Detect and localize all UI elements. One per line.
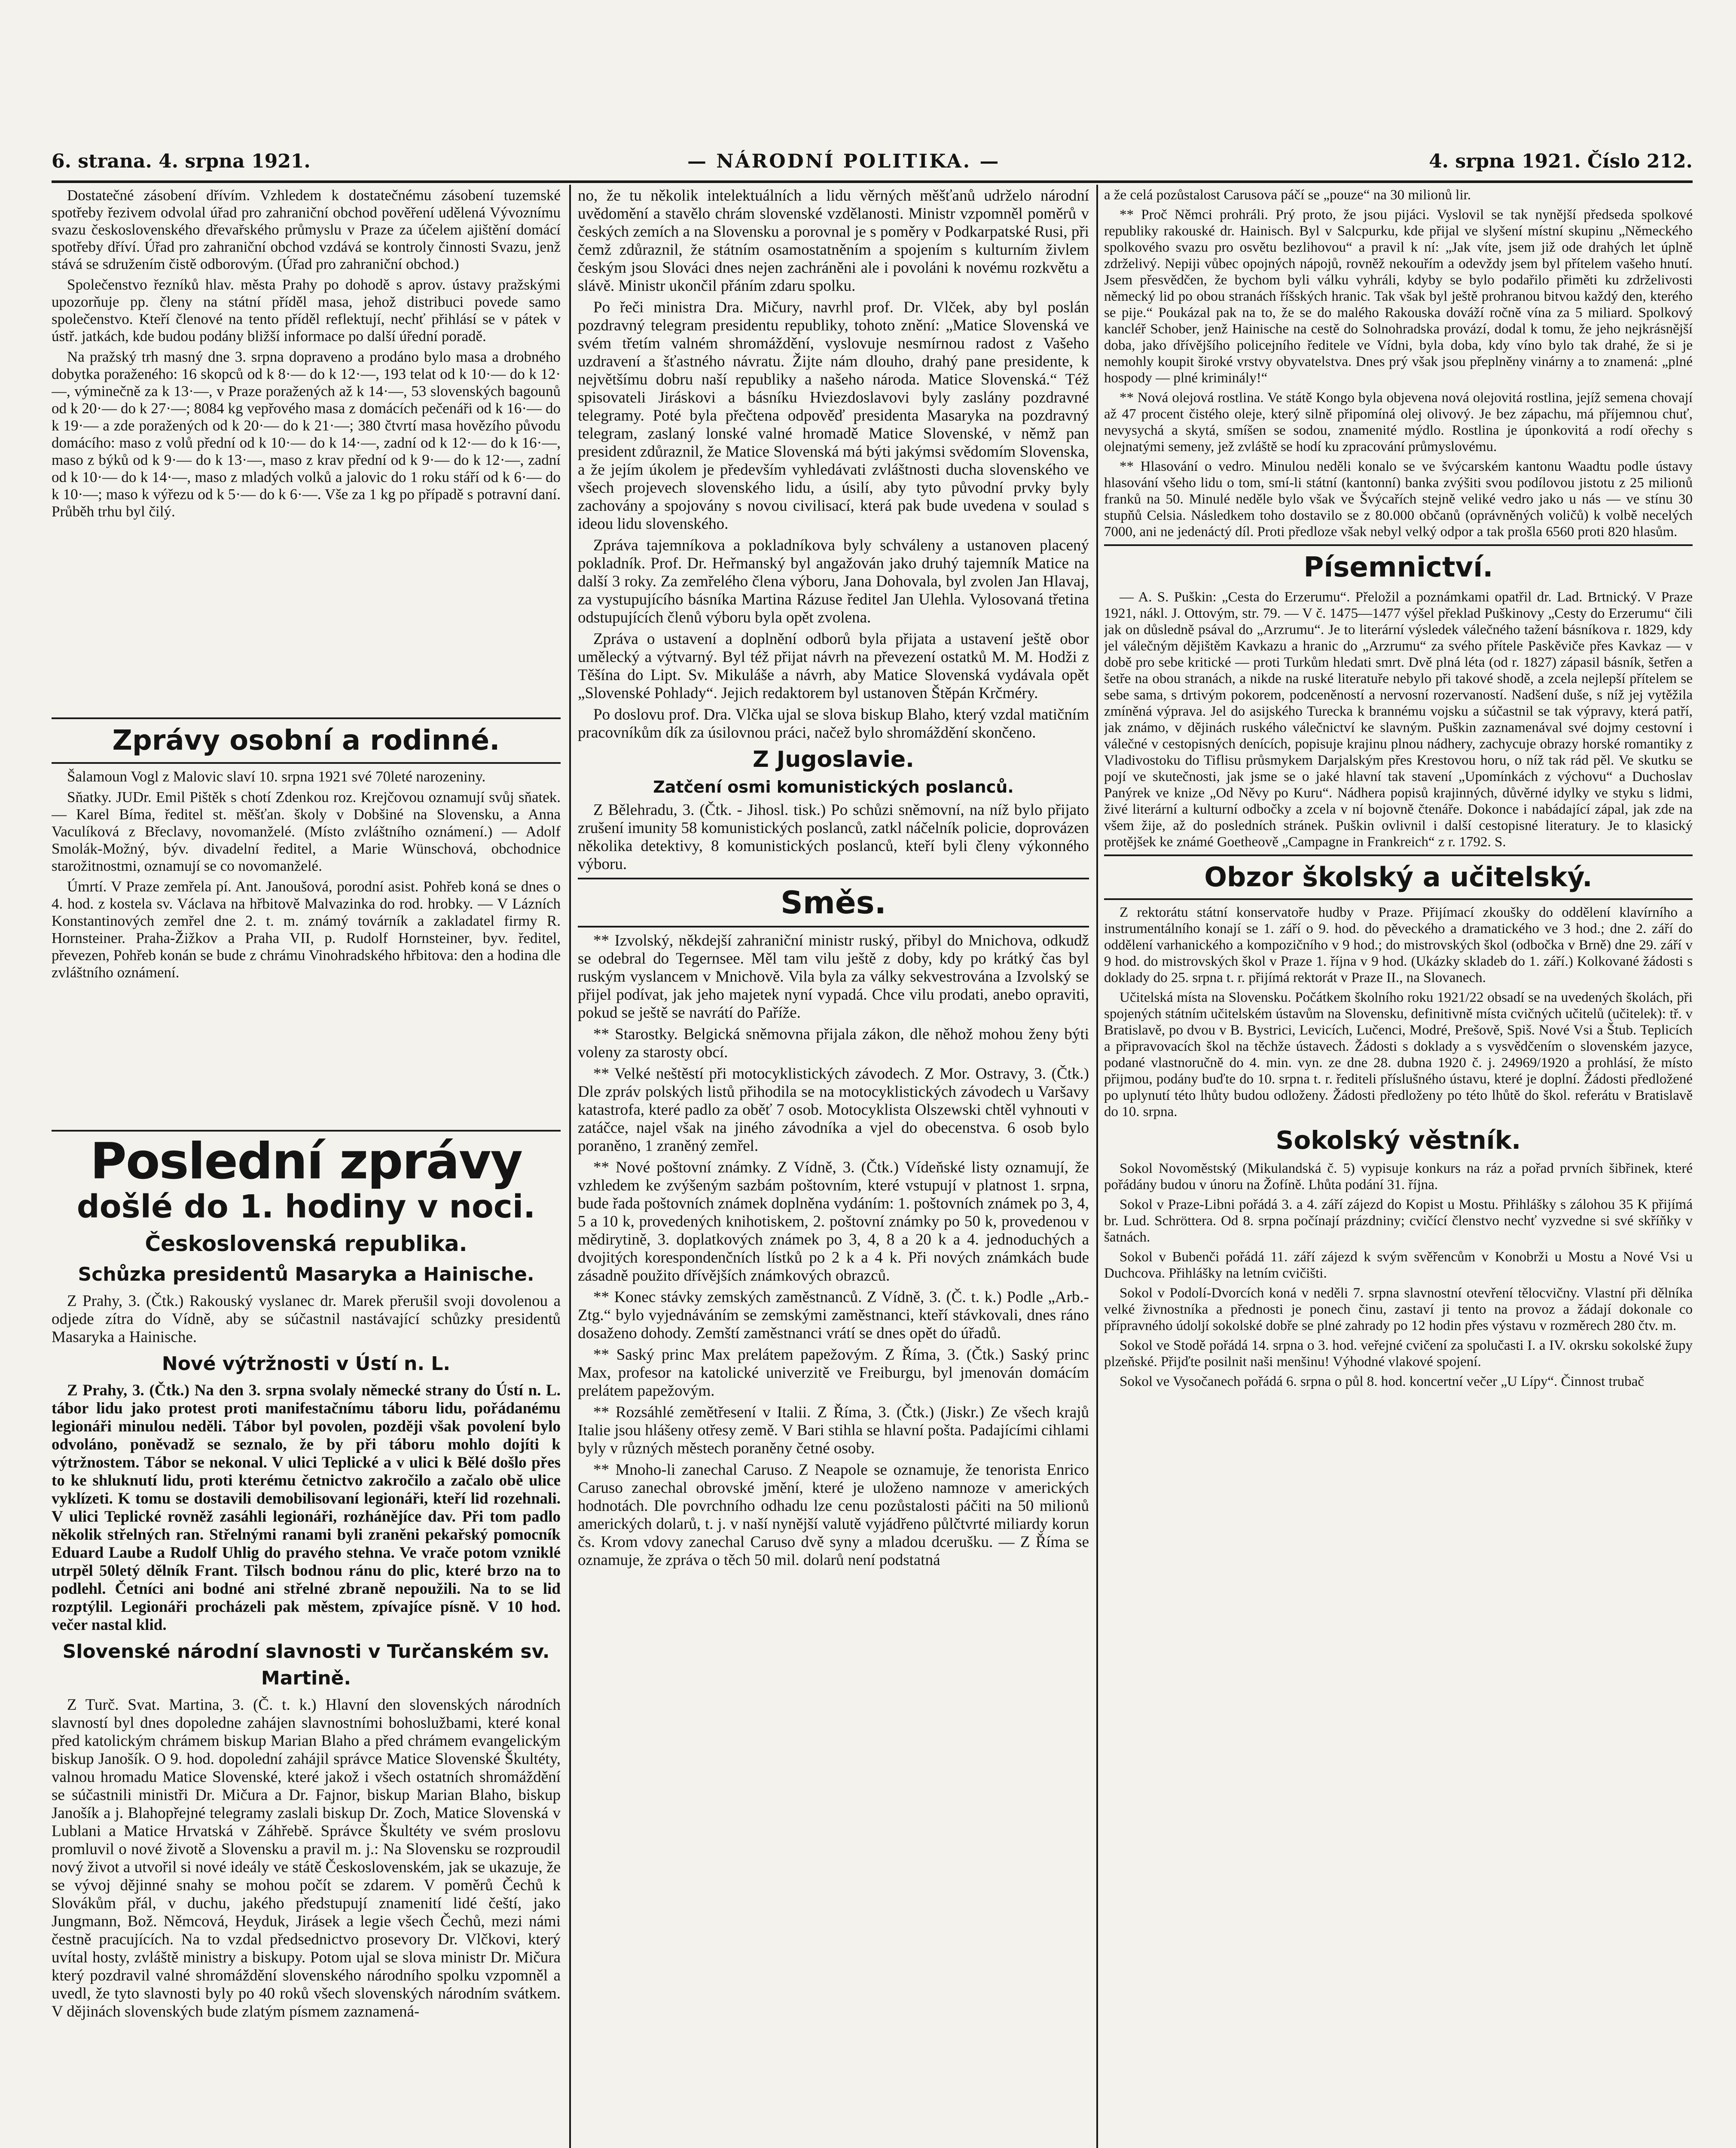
paragraph: Dostatečné zásobení dřívím. Vzhledem k dostatečnému zásobení tuzemské spotřeby řezivem odvolal úřad pro zahraniční obchod pověření udělená Vývoznímu svazu československého dřevařského průmyslu v Praze za účelem ajištění domácí spotřeby dříví. Úřad pro zahraniční obchod vzdává se kontroly činnosti Svazu, jenž stává se sdružením čistě odborovým. (Úřad pro zahraniční obchod.) xyxy=(52,187,561,272)
paragraph: Zpráva tajemníkova a pokladníkova byly schváleny a ustanoven placený pokladník. Prof. Dr. Heřmanský byl angažován jako druhý tajemník Matice na další 3 roky. Za zemřelého člena výboru, Jana Dohovala, byl zvolen Jan Hlavaj, za vystupujícího básníka Martina Rázuse ředitel Jan Ulehla. Vylosovaná třetina odstupujících členů výboru byla opět zvolena. xyxy=(578,537,1089,626)
section-title-miscellany: Směs. xyxy=(781,885,886,921)
paragraph: Úmrtí. V Praze zemřela pí. Ant. Janoušová, porodní asist. Pohřeb koná se dnes o 4. hod. z kostela sv. Václava na hřbitově Malvazinka do rod. hrobky. — V Lázních Konstantinových zemřel dne 2. t. m. známý továrník a zakladatel firmy R. Hornsteiner. Praha-Žižkov a Praha VII, p. Rudolf Hornsteiner, byv. ředitel, převezen, Pohřeb konán se bude z chrámu Vinohradského hřbitova: den a hodina dle zvláštního oznámení. xyxy=(52,878,561,981)
paragraph: Na pražský trh masný dne 3. srpna dopraveno a prodáno bylo masa a drobného dobytka poraženého: 16 skopců od k 8·— do k 12·—, 193 telat od k 10·— do k 12·—, výminečně za k 13·—, v Praze poražených až k 14·—, 53 slovenských bagounů od k 20·— do k 27·—; 8084 kg vepřového masa z domácích pečenáři od k 16·— do k 19·— a zde poražených od k 20·— do k 21·—; 380 čtvrtí masa hovězího původu domácího: maso z volů přední od k 10·— do k 14·—, zadní od k 12·— do k 16·—, maso z býků od k 9·— do k 13·—, maso z krav přední od k 9·— do k 12·—, zadní od k 10·— do k 14·—, maso z mladých volků a jalovic do 1 roku stáří od k 6·— do k 10·—; maso k výřezu od k 5·— do k 6·—. Vše za 1 kg po případě s potravní daní. Průběh trhu byl čilý. xyxy=(52,348,561,520)
paragraph: Po doslovu prof. Dra. Vlčka ujal se slova biskup Blaho, který vzdal matičním pracovníkům dík za úsilovnou práci, načež bylo shromáždění skončeno. xyxy=(578,706,1089,741)
article-title-usti: Nové výtržnosti v Ústí n. L. xyxy=(162,1353,451,1375)
section-rule xyxy=(52,717,561,719)
header-date-left: 6. strana. 4. srpna 1921. xyxy=(52,150,311,172)
paragraph: ** Proč Němci prohráli. Prý proto, že jsou pijáci. Vyslovil se tak nynější předseda spolkové republiky rakouské dr. Hainisch. Byl v Salcpurku, kde přijal ve slyšení místní skupinu „Německého spolkového svazu pro osvětu bezlihovou“ a pravil k ní: „Jak víte, jsem již ode drahých let úplně zdrželivý. Nepiji vůbec opojných nápojů, rovněž nekouřím a odevždy jsem byl přítelem vašeho hnutí. Jsem přesvědčen, že bychom byli válku vyhráli, kdyby se bylo podařilo přiměti ku zdrželivosti německý lid po obou stranách říšských hranic. Tak však byl ještě prohranou bitvou každý den, kterého se pije.“ Poukázal pak na to, že se do malého Rakouska dováží ročně vína za 5 miliard. Spolkový kancléř Schober, jenž Hainische na cestě do Solnohradska provází, dodal k tomu, že jeho nejkrásnější doba, jako dřívějšího policejního ředitele ve Vídni, byla doba, kdy víno bylo tak drahé, že si je nemohly koupit široké vrstvy obyvatelstva. Dnes prý však jsou přeplněny vinárny a to znamená: „plné hospody — plné kriminály!“ xyxy=(1104,207,1693,386)
header-rule xyxy=(52,180,1693,183)
column-1-personal-news xyxy=(52,713,561,1121)
paragraph: — A. S. Puškin: „Cesta do Erzerumu“. Přeložil a poznámkami opatřil dr. Lad. Brtnický. V Praze 1921, nákl. J. Ottovým, str. 79. — V č. 1475—1477 výšel překlad Puškinovy „Cesty do Erzerumu“ čili jak on důsledně psával do „Arzrumu“. Je to literární výsledek válečného tažení básníkova r. 1829, kdy jel válečným dějištěm Kavkazu a hranic do „Arzrumu“ za svého přítele Paskěviče přes Kavkaz — v době pro sebe kritické — proti Turkům hledati smrt. Dvě plná léta (od r. 1827) zápasil básník, šetřen a šetře na obou stranách, a nikde na ruské literatuře nebylo při takové shodě, a zcela nejlepší přítelem se sebe sama, s drtivým pokorem, podceněností a nervosní rozervaností. Nadšení duše, s níž jej vytěžila zmíněná výprava. Jel do asijského Turecka k brannému vojsku a súčastnil se tak výpravy, která patří, jak známo, v dějinách ruského válečnictví ke slavným. Puškin zaznamenával své dojmy cestovní i válečné v cestopisných denících, popisuje krajinu plnou nádhery, zachycuje obrazy horské romantiky z Vladivostoku do Tiflisu průsmykem Darjalským přes Krestovou horu, o níž tak rád pěl. Ve skutku se pojí ve skutečnosti, jak jsme se o jaké hlavní tak stavení „Upomínkách z výchovu“ a Duchoslav Panýrek ve knize „Od Něvy po Kuru“. Nádhera popisů krajinných, důvěrné idylky ve styku s lidmi, živé literární a kulturní odbočky a zcela v ní bojovně čtenáře. Dokonce i nabádající zápal, jak zde na všem žije, až do posledních stránek. Puškin ovlivnil i další cestopisné literatury. Je to klasický protějšek ke známé Goetheově „Campagne in Frankreich“ z r. 1792. S. xyxy=(1104,589,1693,850)
paragraph: Z Turč. Svat. Martina, 3. (Č. t. k.) Hlavní den slovenských národních slavností byl dnes dopoledne zahájen slavnostními bohoslužbami, které konal před katolickým chrámem biskup Marian Blaho a před chrámem evangelickým biskup Janošík. O 9. hod. dopolední zahájil správce Matice Slovenské Škultéty, valnou hromadu Matice Slovenské, které jakož i všech ostatních shromáždění se súčastnili ministři Dr. Mičura a Dr. Fajnor, biskup Marian Blaho, biskup Janošík a j. Blahopřejné telegramy zaslali biskup Dr. Zoch, Matice Slovenská v Lublani a Matice Hrvatská v Záhřebě. Správce Škultéty ve svém proslovu promluvil o nové životě a Slovensku a pravil m. j.: Na Slovensku se rozproudil nový život a utvořil si nové ideály ve státě Československém, jak se ukazuje, že se vývoj dějinné snahy se mohou počít se zdarem. V poměrů Čechů k Slovákům přál, v duchu, jakého předstupují znamenití lidé čeští, jako Jungmann, Bož. Němcová, Heyduk, Jirásek a legie všech Čechů, mezi námi čestně pracujících. Na to vzdal předsednictvo prosevory Dr. Vlčkovi, který uvítal hosty, zvláště ministry a biskupy. Potom ujal se slova ministr Dr. Mičura který pozdravil valné shromáždění slovenského národního spolku vzpomněl a uvedl, že tyto slavnosti byly po 40 roků všech slovenských národním svátkem. V dějinách slovenských bude zlatým písmem zaznamená- xyxy=(52,1696,561,2020)
paragraph: ** Nové poštovní známky. Z Vídně, 3. (Čtk.) Vídeňské listy oznamují, že vzhledem ke zvýšeným sazbám poštovním, které vstupují v platnost 1. srpna, bude řada poštovních známek doplněna vydáním: 1. poštovních známek po 3, 4, 5 a 10 k, provedených knihotiskem, 2. poštovní známky po 50 k, provedenou v mědirytině, 3. doplatkových známek po 3, 4, 8 a 20 k a 4. jednoduchých a dvojitých korespondenčních lístků po 2 k a 4 k. Při nových známkách bude zásadně použito dřívějších známkových obrazců. xyxy=(578,1159,1089,1285)
column-divider xyxy=(1096,185,1098,2148)
section-title-czechoslovakia: Československá republika. xyxy=(145,1231,467,1256)
column-3 xyxy=(1104,187,1693,2148)
section-title-personal: Zprávy osobní a rodinné. xyxy=(112,725,500,757)
section-rule xyxy=(1104,898,1693,900)
paragraph: Šalamoun Vogl z Malovic slaví 10. srpna 1921 své 70leté narozeniny. xyxy=(67,768,486,785)
section-rule xyxy=(578,878,1089,879)
column-1-latest-news xyxy=(52,1126,561,2148)
paragraph: Sokol v Praze-Libni pořádá 3. a 4. září zájezd do Kopist u Mostu. Přihlášky s zálohou 35 K přijímá br. Lud. Schröttera. Od 8. srpna počínají prázdniny; cvičící členstvo nechť vyzvedne si své skříňky v šatnách. xyxy=(1104,1197,1693,1245)
paragraph: Společenstvo řezníků hlav. města Prahy po dohodě s aprov. ústavy pražskými upozorňuje pp. členy na státní příděl masa, jehož distribuci povede samo společenstvo. Kteří členové na tento příděl reflektují, nechť přihlásí se v pátek v ústř. jatkách, kde budou podány bližší informace po další úřední poradě. xyxy=(52,276,561,345)
page-header xyxy=(52,150,1693,180)
section-title-yugoslavia: Z Jugoslavie. xyxy=(753,747,914,772)
paragraph: Z Prahy, 3. (Čtk.) Na den 3. srpna svolaly německé strany do Ústí n. L. tábor lidu jako protest proti manifestačnímu táboru lidu, pořádanému legionáři minulou neděli. Tábor byl povolen, později však povolení bylo odvoláno, poněvadž se seznalo, že by při táboru mohlo dojíti k výtržnostem. Tábor se nekonal. V ulici Teplické a v ulici k Bělé došlo přes to ke shluknutí lidu, proti kterému četnictvo zakročilo a začalo obě ulice vyklízeti. K tomu se dostavili demobilisovaní legionáři, kteří lid rozehnali. V ulici Teplické rovněž zasáhli legionáři, rozhánějíce dav. Při tom padlo několik střelných ran. Střelnými ranami byli zraněni pekařský pomocník Eduard Laube a Rudolf Uhlig do pravého stehna. Ve vrače potom vzniklé utrpěl 50letý dělník Frant. Tilsch bodnou ránu do plic, které brzo na to podlehl. Četníci ani bodné ani střelné zbraně nepoužili. Na to se lid rozptýlil. Legionáři procházeli pak městem, zpívajíce písně. V 10 hod. večer nastal klid. xyxy=(52,1382,561,1634)
section-rule xyxy=(52,762,561,764)
section-title-literature: Písemnictví. xyxy=(1303,552,1493,583)
latest-news-title: Poslední zprávy xyxy=(90,1132,522,1190)
paragraph: ** Izvolský, někdejší zahraniční ministr ruský, přibyl do Mnichova, odkudž se odebral do Tegernsee. Měl tam vilu ještě z doby, kdy po krátký čas byl ruským vyslancem v Mnichově. Vila byla za války sekvestrována a Izvolský se přijel podívat, jak jeho majetek nyní vypadá. Chce vilu prodati, anebo opraviti, pokud se ještě se navrátí do Paříže. xyxy=(578,932,1089,1022)
section-rule xyxy=(1104,854,1693,856)
article-title-summit: Schůzka presidentů Masaryka a Hainische. xyxy=(78,1263,534,1285)
paragraph: Z Bělehradu, 3. (Čtk. - Jihosl. tisk.) Po schůzi sněmovní, na níž bylo přijato zrušení imunity 58 komunistických poslanců, zatkl náčelník policie, doprovázen několika detektivy, 8 komunistických poslanců, kteří byli členy výkonného výboru. xyxy=(578,801,1089,873)
paragraph: ** Nová olejová rostlina. Ve státě Kongo byla objevena nová olejovitá rostlina, jejíž semena chovají až 47 procent čistého oleje, který silně připomíná olej olivový. Je bez zápachu, má příjemnou chuť, nevysychá a skytá, smíšen se sodou, znamenité mýdlo. Rostlina je úponkovitá a rodí ořechy s olejnatými semeny, jež zvláště se hodí ku zpracování průmyslovému. xyxy=(1104,390,1693,455)
paragraph: no, že tu několik intelektuálních a lidu věrných měšťanů udrželo národní uvědomění a stavělo chrám slovenské vzdělanosti. Ministr vzpomněl poměrů v českých zemích a na Slovensku a porovnal je s poměry v Podkarpatské Rusi, při čemž zdůraznil, že státním osamostatněním a spojením s kulturním živlem českým jsou Slováci dnes nejen zachráněni ale i povoláni k novému rozkvětu a slávě. Ministr ukončil přáním zdaru spolku. xyxy=(578,187,1089,295)
paragraph: Sokol Novoměstský (Mikulandská č. 5) vypisuje konkurs na ráz a pořad prvních šibřinek, které pořádány budou v únoru na Žofíně. Lhůta podání 31. října. xyxy=(1104,1161,1693,1193)
paragraph: Sokol ve Stodě pořádá 14. srpna o 3. hod. veřejné cvičení za spolučasti I. a IV. okrsku sokolské župy plzeňské. Přijďte posilnit naši menšinu! Výhodné vlakové spojení. xyxy=(1104,1338,1693,1370)
section-rule xyxy=(578,926,1089,928)
section-title-sokol: Sokolský věstník. xyxy=(1275,1126,1521,1155)
paragraph: ** Saský princ Max prelátem papežovým. Z Říma, 3. (Čtk.) Saský princ Max, profesor na katolické univerzitě ve Freiburgu, byl jmenován domácím prelátem papežovým. xyxy=(578,1346,1089,1400)
section-title-school-review: Obzor školský a učitelský. xyxy=(1204,861,1593,893)
article-title-arrests: Zatčení osmi komunistických poslanců. xyxy=(653,778,1014,796)
paragraph: a že celá pozůstalost Carusova páčí se „pouze“ na 30 milionů lir. xyxy=(1104,187,1471,203)
paragraph: Z Prahy, 3. (Čtk.) Rakouský vyslanec dr. Marek přerušil svoji dovolenou a odjede zítra do Vídně, aby se súčastnil nastávající schůzky presidentů Masaryka a Hainische. xyxy=(52,1292,561,1346)
column-divider xyxy=(569,185,571,2148)
masthead-title: — NÁRODNÍ POLITIKA. — xyxy=(687,150,1001,172)
section-rule xyxy=(1104,544,1693,546)
article-title-martin: Slovenské národní slavnosti v Turčanském sv. Martině. xyxy=(62,1641,550,1689)
paragraph: Po řeči ministra Dra. Mičury, navrhl prof. Dr. Vlček, aby byl poslán pozdravný telegram presidentu republiky, tohoto znění: „Matice Slovenská ve svém třetím valném shromáždění, vyslovuje nesmírnou radost z Vašeho uzdravení a šťastného návratu. Žijte nám dlouho, drahý pane presidente, k největšímu dobru naší republiky a našeho národa. Matice Slovenská.“ Též spisovateli Jiráskovi a básníku Hviezdoslavovi byly zaslány pozdravné telegramy. Poté byla přečtena odpověď presidenta Masaryka na pozdravný telegram, zaslaný lonské valné hromadě Matice Slovenské, v němž pan president zdůraznil, že Matice Slovenská má býti jakýmsi svědomím Slovenska, a že jejím úkolem je především vyhledávati zvláštnosti ducha slovenského ve všech projevech slovenského lidu, a úsilí, aby tyto původní prvky byly zachovány a spojovány s novou civilisací, která pak bude uvedena v soulad s ideou lidu slovenského. xyxy=(578,299,1089,533)
paragraph: Učitelská místa na Slovensku. Počátkem školního roku 1921/22 obsadí se na uvedených školách, při spojených státním učitelském ústavům na Slovensku, definitivně místa cvičných učitelů (učitelek): tř. v Bratislavě, po dvou v B. Bystrici, Levicích, Lučenci, Modré, Prešově, Spiš. Nové Vsi a Štub. Teplicích a připravovacích škol na těchže ústavech. Žádosti s doklady a s vysvědčením o slovenském jazyce, podané vlastnoručně do 4. min. vyn. ze dne 28. dubna 1920 č. j. 24969/1920 a prohlásí, že místo přijmou, podány buďte do 10. srpna t. r. řediteli příslušného ústavu, které je doplní. Žádosti předložené po uplynutí této lhůty budou odloženy. Žádosti předloženy po této lhůtě do škol. referátu v Bratislavě do 10. srpna. xyxy=(1104,990,1693,1120)
latest-news-subtitle: došlé do 1. hodiny v noci. xyxy=(76,1188,536,1225)
paragraph: Sokol v Podolí-Dvorcích koná v neděli 7. srpna slavnostní otevření tělocvičny. Vlastní při dělníka velké živnostníka a přednosti je ponech činu, zastaví ji tento na provoz a žádají dokonale co přípravného údoljí sokolské dobře se plné zahrady po 12 hodin přes výstavu v rozměrech 280 čtv. m. xyxy=(1104,1285,1693,1333)
paragraph: ** Hlasování o vedro. Minulou neděli konalo se ve švýcarském kantonu Waadtu podle ústavy hlasování všeho lidu o tom, smí-li státní (kantonní) banka zvýšiti svou podílovou jistotu z 25 milionů franků na 50. Minulé neděle bylo však ve Švýcařích stejně veliké vedro jako u nás — ve stínu 30 stupňů Celsia. Následkem toho dostavilo se z 80.000 občanů (oprávněných voličů) k volbě necelých 7000, ani ne jedenáctý díl. Proti předloze však nebyl velký odpor a tak prošla 6560 proti 820 hlasům. xyxy=(1104,459,1693,540)
section-rule xyxy=(52,1130,561,1132)
paragraph: ** Mnoho-li zanechal Caruso. Z Neapole se oznamuje, že tenorista Enrico Caruso zanechal obrovské jmění, které je uloženo namnoze v amerických hodnotách. Dle povrchního odhadu lze cenu pozůstalosti páčiti na 50 milionů amerických dolarů, t. j. v naší nynější valutě vyjádřeno půlčtvrté miliardy korun čs. Krom vdovy zanechal Caruso dvě syny a mladou dcerušku. — Z Říma se oznamuje, že zpráva o těch 50 mil. dolarů není podstatná xyxy=(578,1461,1089,1569)
paragraph: Sokol v Bubenči pořádá 11. září zájezd k svým svěřencům v Konobrži u Mostu a Nové Vsi u Duchcova. Přihlášky na letním cvičišti. xyxy=(1104,1249,1693,1281)
paragraph: Z rektorátu státní konservatoře hudby v Praze. Přijímací zkoušky do oddělení klavírního a instrumentálního konají se 1. září o 9. hod. do pěveckého a dramatického ve 3 hod.; dne 2. září do oddělení varhanického a kompozičního v 9 hod.; do mistrovských škol (odbočka v Brně) dne 29. září v 9 hod. do mistrovských škol v Praze 1. října v 9 hod. (Ukázky skladeb do 1. září.) Kolkované žádosti s doklady do 25. srpna t. r. přijímá rektorát v Praze II., na Slovanech. xyxy=(1104,905,1693,986)
column-1-economic-notes xyxy=(52,187,561,711)
paragraph: Sokol ve Vysočanech pořádá 6. srpna o půl 8. hod. koncertní večer „U Lípy“. Činnost trubač xyxy=(1120,1374,1644,1389)
header-issue-number: 4. srpna 1921. Číslo 212. xyxy=(1429,150,1693,172)
paragraph: ** Velké neštěstí při motocyklistických závodech. Z Mor. Ostravy, 3. (Čtk.) Dle zpráv polských listů přihodila se na motocyklistických závodech u Varšavy katastrofa, které padlo za oběť 7 osob. Motocyklista Olszewski chtěl vyhnouti v zatáčce, najel však na jiného závodníka a vjel do obecenstva. 6 osob bylo poraněno, 1 zraněný zemřel. xyxy=(578,1065,1089,1155)
paragraph: Sňatky. JUDr. Emil Pištěk s chotí Zdenkou roz. Krejčovou oznamují svůj sňatek. — Karel Bíma, ředitel st. měšťan. školy v Dobšiné na Slovensku, a Anna Vaculíková z Břeclavy, novomanželé. (Místo zvláštního oznámení.) — Adolf Smolák-Možný, býv. divadelní ředitel, a Marie Wünschová, obchodnice starožitnostmi, oznamují se co novomanželé. xyxy=(52,789,561,874)
paragraph: ** Konec stávky zemských zaměstnanců. Z Vídně, 3. (Č. t. k.) Podle „Arb.-Ztg.“ bylo vyjednáváním se zemskými zaměstnanci, kteří stávkovali, dnes ráno dosaženo dohody. Zemští zaměstnanci vrátí se dnes opět do úřadů. xyxy=(578,1288,1089,1342)
paragraph: ** Starostky. Belgická sněmovna přijala zákon, dle něhož mohou ženy býti voleny za starosty obcí. xyxy=(578,1025,1089,1061)
paragraph: Zpráva o ustavení a doplnění odborů byla přijata a ustavení ještě obor umělecký a výtvarný. Byl též přijat návrh na převezení ostatků M. M. Hodži z Těšína do Lipt. Sv. Mikuláše a návrh, aby Matice Slovenská vydávala opět „Slovenské Pohlady“. Jejich redaktorem byl ustanoven Štěpán Krčméry. xyxy=(578,630,1089,702)
column-2 xyxy=(578,187,1089,2148)
paragraph: ** Rozsáhlé zemětřesení v Italii. Z Říma, 3. (Čtk.) (Jiskr.) Ze všech krajů Italie jsou hlášeny otřesy země. V Bari stihla se hlavní pošta. Padajícími cihlami byly v různých městech poraněny četné osoby. xyxy=(578,1404,1089,1457)
